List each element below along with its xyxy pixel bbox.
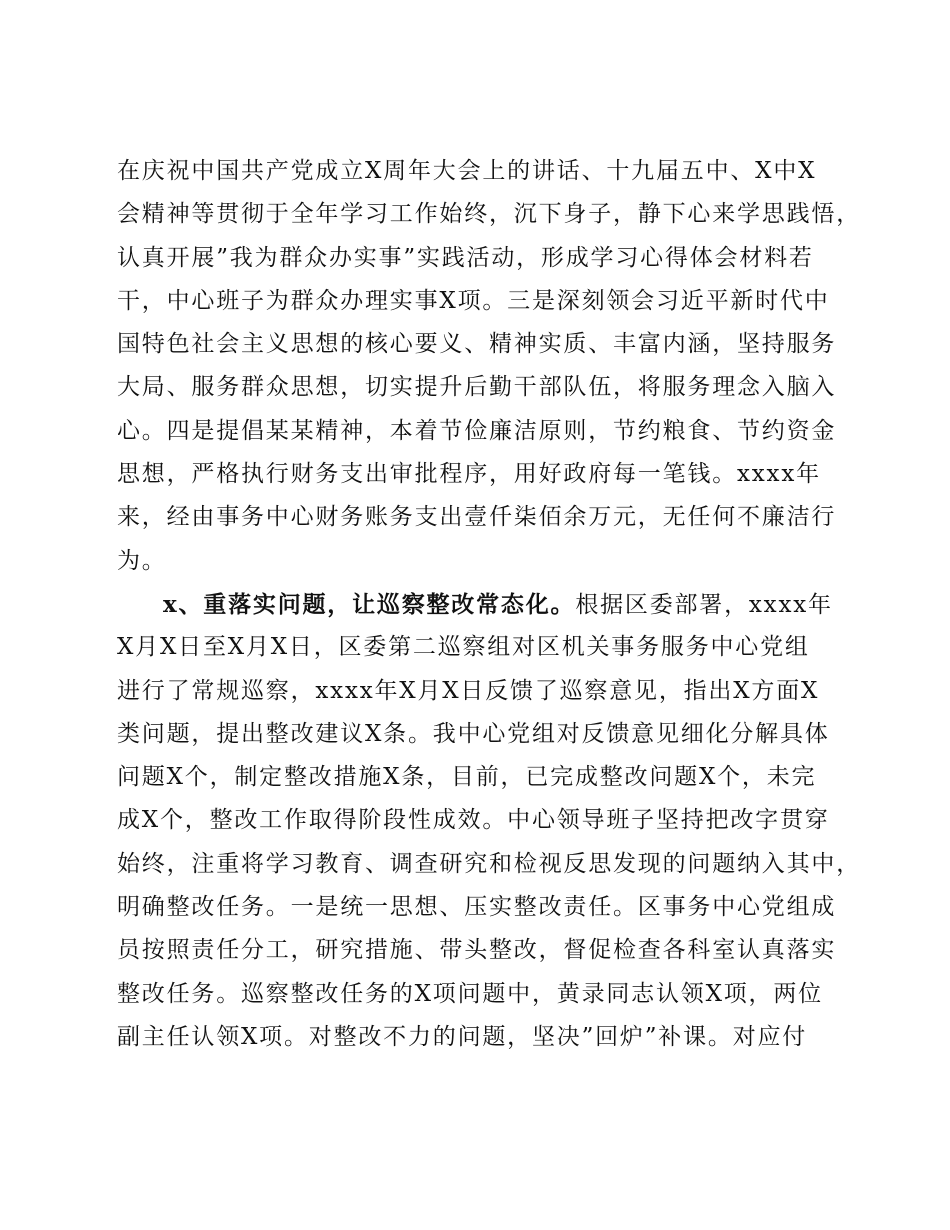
text-line: 整改任务。巡察整改任务的X项问题中，黄录同志认领X项，两位 <box>117 980 823 1007</box>
paragraph-2 <box>117 583 861 1059</box>
text-run: 根据区委部署，xxxx年 <box>575 591 833 618</box>
text-line: 问题X个，制定整改措施X条，目前，已完成整改问题X个，未完 <box>117 764 817 791</box>
text-line: 在庆祝中国共产党成立X周年大会上的讲话、十九届五中、X中X <box>117 158 817 184</box>
paragraph-heading: x、重落实问题，让巡察整改常态化。 <box>163 590 576 618</box>
text-line: 来，经由事务中心财务账务支出壹仟柒佰余万元，无任何不廉洁行 <box>117 504 837 531</box>
text-line: 明确整改任务。一是统一思想、压实整改责任。区事务中心党组成 <box>117 894 837 921</box>
document-body <box>117 150 861 1059</box>
text-line: 副主任认领X项。对整改不力的问题，坚决”回炉”补课。对应付 <box>117 1023 808 1050</box>
text-line: 成X个，整改工作取得阶段性成效。中心领导班子坚持把改字贯穿 <box>117 807 830 834</box>
text-line: 大局、服务群众思想，切实提升后勤干部队伍，将服务理念入脑入 <box>117 374 837 401</box>
text-line: 类问题，提出整改建议X条。我中心党组对反馈意见细化分解具体 <box>117 720 830 747</box>
text-line: 为。 <box>117 547 167 574</box>
text-line: 员按照责任分工，研究措施、带头整改，督促检查各科室认真落实 <box>117 937 837 964</box>
text-line: 干，中心班子为群众办理实事X项。三是深刻领会习近平新时代中 <box>117 287 830 314</box>
text-line: 会精神等贯彻于全年学习工作始终，沉下身子，静下心来学思践悟， <box>117 201 861 228</box>
text-line: 进行了常规巡察，xxxx年X月X日反馈了巡察意见，指出X方面X <box>117 677 820 704</box>
text-line: 国特色社会主义思想的核心要义、精神实质、丰富内涵，坚持服务 <box>117 331 837 358</box>
text-line: X月X日至X月X日，区委第二巡察组对区机关事务服务中心党组 <box>117 634 810 661</box>
text-line: 始终，注重将学习教育、调查研究和检视反思发现的问题纳入其中， <box>117 850 861 877</box>
text-line: 思想，严格执行财务支出审批程序，用好政府每一笔钱。xxxx年 <box>117 461 821 488</box>
text-line: 认真开展”我为群众办实事”实践活动，形成学习心得体会材料若 <box>117 244 814 271</box>
paragraph-1 <box>117 150 861 583</box>
text-line: 心。四是提倡某某精神，本着节俭廉洁原则，节约粮食、节约资金 <box>117 417 837 444</box>
text-line-first <box>117 583 837 626</box>
